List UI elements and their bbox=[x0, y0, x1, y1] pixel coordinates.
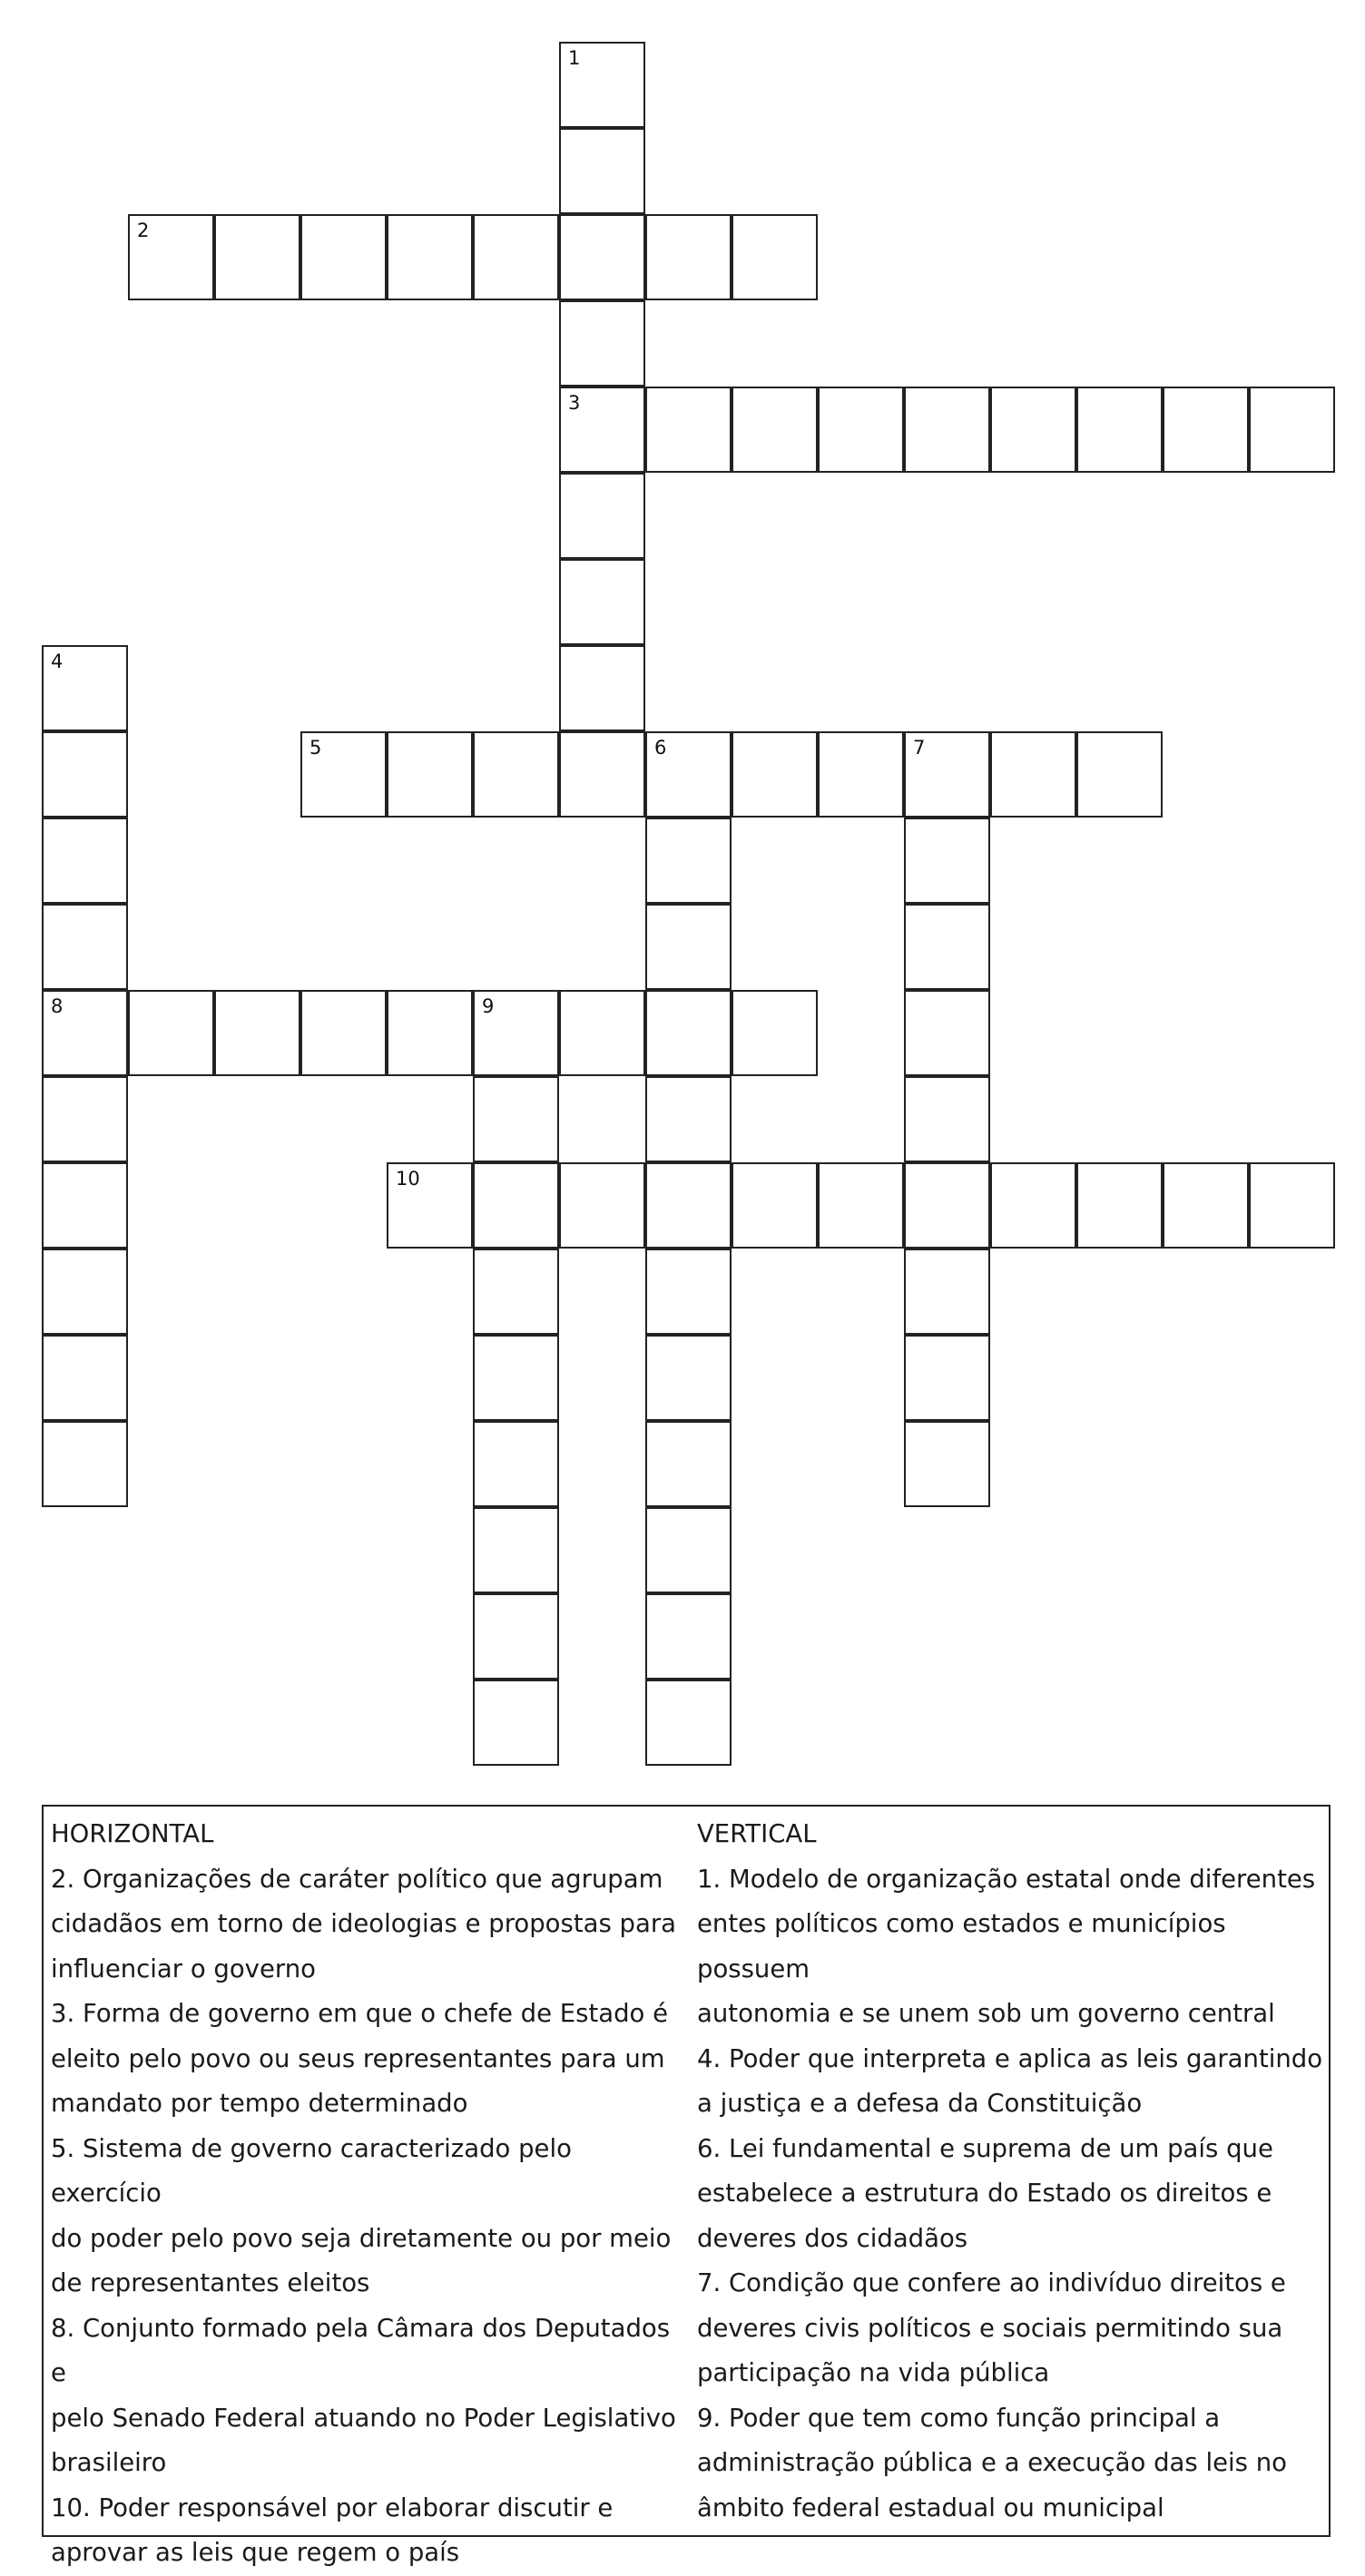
grid-cell[interactable] bbox=[1163, 387, 1249, 473]
vertical-clue-line: deveres dos cidadãos bbox=[697, 2223, 968, 2253]
vertical-clue-line: entes políticos como estados e municípios possuem bbox=[697, 1909, 1226, 1983]
clue-number: 10 bbox=[396, 1168, 420, 1190]
grid-cell[interactable] bbox=[42, 731, 128, 818]
clue-number: 7 bbox=[913, 737, 926, 759]
clue-number: 6 bbox=[654, 737, 667, 759]
horizontal-clue-line: 10. Poder responsável por elaborar discutir e bbox=[51, 2493, 614, 2522]
grid-cell[interactable] bbox=[904, 1076, 990, 1162]
grid-cell[interactable] bbox=[473, 990, 559, 1076]
grid-cell[interactable] bbox=[42, 904, 128, 990]
horizontal-clue-line: 3. Forma de governo em que o chefe de Estado é bbox=[51, 1999, 669, 2028]
vertical-clue-line: 4. Poder que interpreta e aplica as leis garantindo bbox=[697, 2043, 1323, 2073]
grid-cell[interactable] bbox=[214, 214, 300, 300]
grid-cell[interactable] bbox=[1249, 387, 1335, 473]
horizontal-clues bbox=[51, 1812, 686, 2576]
vertical-clue-line: 1. Modelo de organização estatal onde diferentes bbox=[697, 1864, 1316, 1894]
grid-cell[interactable] bbox=[645, 1421, 732, 1507]
grid-cell[interactable] bbox=[645, 1335, 732, 1421]
grid-cell[interactable] bbox=[473, 214, 559, 300]
grid-cell[interactable] bbox=[732, 731, 818, 818]
vertical-clue-line: deveres civis políticos e sociais permitindo sua bbox=[697, 2313, 1283, 2343]
horizontal-clue-line: 5. Sistema de governo caracterizado pelo exercício bbox=[51, 2133, 572, 2208]
grid-cell[interactable] bbox=[473, 1421, 559, 1507]
grid-cell[interactable] bbox=[473, 1335, 559, 1421]
grid-cell[interactable] bbox=[818, 731, 904, 818]
grid-cell[interactable] bbox=[904, 1421, 990, 1507]
grid-cell[interactable] bbox=[128, 214, 214, 300]
grid-cell[interactable] bbox=[559, 473, 645, 559]
grid-cell[interactable] bbox=[473, 1162, 559, 1249]
vertical-heading: VERTICAL bbox=[697, 1819, 817, 1848]
grid-cell[interactable] bbox=[559, 300, 645, 387]
grid-cell[interactable] bbox=[1249, 1162, 1335, 1249]
grid-cell[interactable] bbox=[42, 645, 128, 731]
grid-cell[interactable] bbox=[904, 1335, 990, 1421]
grid-cell[interactable] bbox=[904, 387, 990, 473]
vertical-clue-line: 6. Lei fundamental e suprema de um país que bbox=[697, 2133, 1273, 2163]
grid-cell[interactable] bbox=[559, 731, 645, 818]
horizontal-clue-line: brasileiro bbox=[51, 2448, 167, 2477]
grid-cell[interactable] bbox=[42, 818, 128, 904]
grid-cell[interactable] bbox=[559, 128, 645, 214]
grid-cell[interactable] bbox=[387, 1162, 473, 1249]
grid-cell[interactable] bbox=[904, 1162, 990, 1249]
grid-cell[interactable] bbox=[818, 387, 904, 473]
clue-number: 3 bbox=[568, 392, 581, 414]
grid-cell[interactable] bbox=[300, 214, 387, 300]
horizontal-clue-line: 8. Conjunto formado pela Câmara dos Deputados e bbox=[51, 2313, 671, 2387]
grid-cell[interactable] bbox=[42, 990, 128, 1076]
grid-cell[interactable] bbox=[645, 904, 732, 990]
vertical-clue-line: participação na vida pública bbox=[697, 2358, 1050, 2387]
grid-cell[interactable] bbox=[904, 904, 990, 990]
grid-cell[interactable] bbox=[732, 387, 818, 473]
grid-cell[interactable] bbox=[990, 1162, 1076, 1249]
grid-cell[interactable] bbox=[818, 1162, 904, 1249]
grid-cell[interactable] bbox=[559, 387, 645, 473]
grid-cell[interactable] bbox=[387, 731, 473, 818]
grid-cell[interactable] bbox=[559, 214, 645, 300]
grid-cell[interactable] bbox=[904, 731, 990, 818]
grid-cell[interactable] bbox=[42, 1076, 128, 1162]
grid-cell[interactable] bbox=[387, 214, 473, 300]
clue-number: 9 bbox=[482, 995, 495, 1017]
clues-box bbox=[42, 1805, 1331, 2567]
grid-cell[interactable] bbox=[387, 990, 473, 1076]
vertical-clue-line: âmbito federal estadual ou municipal bbox=[697, 2493, 1164, 2522]
grid-cell[interactable] bbox=[1163, 1162, 1249, 1249]
horizontal-clue-line: 2. Organizações de caráter político que agrupam bbox=[51, 1864, 663, 1894]
horizontal-clue-line: cidadãos em torno de ideologias e propostas para bbox=[51, 1909, 677, 1938]
clue-number: 2 bbox=[137, 220, 150, 241]
clue-number: 8 bbox=[51, 995, 64, 1017]
horizontal-clue-line: de representantes eleitos bbox=[51, 2268, 370, 2297]
vertical-clue-line: 9. Poder que tem como função principal a bbox=[697, 2403, 1221, 2433]
grid-cell[interactable] bbox=[904, 818, 990, 904]
grid-cell[interactable] bbox=[42, 1421, 128, 1507]
grid-cell[interactable] bbox=[645, 731, 732, 818]
grid-cell[interactable] bbox=[559, 42, 645, 128]
vertical-clue-line: autonomia e se unem sob um governo central bbox=[697, 1999, 1275, 2028]
grid-cell[interactable] bbox=[473, 1076, 559, 1162]
grid-cell[interactable] bbox=[645, 387, 732, 473]
grid-cell[interactable] bbox=[645, 990, 732, 1076]
grid-cell[interactable] bbox=[904, 1249, 990, 1335]
vertical-clue-line: 7. Condição que confere ao indivíduo direitos e bbox=[697, 2268, 1286, 2297]
grid-cell[interactable] bbox=[559, 990, 645, 1076]
clue-number: 1 bbox=[568, 47, 581, 69]
grid-cell[interactable] bbox=[1076, 731, 1163, 818]
grid-cell[interactable] bbox=[300, 990, 387, 1076]
grid-cell[interactable] bbox=[473, 1593, 559, 1680]
grid-cell[interactable] bbox=[645, 1162, 732, 1249]
grid-cell[interactable] bbox=[559, 559, 645, 645]
vertical-clue-line: a justiça e a defesa da Constituição bbox=[697, 2089, 1143, 2118]
grid-cell[interactable] bbox=[128, 990, 214, 1076]
grid-cell[interactable] bbox=[645, 1249, 732, 1335]
horizontal-clue-line: eleito pelo povo ou seus representantes para um bbox=[51, 2043, 665, 2073]
vertical-clue-line: administração pública e a execução das leis no bbox=[697, 2448, 1287, 2477]
grid-cell[interactable] bbox=[300, 731, 387, 818]
horizontal-clue-line: pelo Senado Federal atuando no Poder Legislativo bbox=[51, 2403, 676, 2433]
grid-cell[interactable] bbox=[42, 1249, 128, 1335]
vertical-clue-line: estabelece a estrutura do Estado os direitos e bbox=[697, 2179, 1272, 2208]
grid-cell[interactable] bbox=[990, 387, 1076, 473]
grid-cell[interactable] bbox=[473, 1249, 559, 1335]
grid-cell[interactable] bbox=[645, 1593, 732, 1680]
horizontal-clue-line: mandato por tempo determinado bbox=[51, 2089, 468, 2118]
horizontal-clue-line: do poder pelo povo seja diretamente ou por meio bbox=[51, 2223, 672, 2253]
grid-cell[interactable] bbox=[1076, 387, 1163, 473]
grid-cell[interactable] bbox=[42, 1162, 128, 1249]
clue-number: 4 bbox=[51, 651, 64, 672]
grid-cell[interactable] bbox=[645, 818, 732, 904]
grid-cell[interactable] bbox=[732, 1162, 818, 1249]
grid-cell[interactable] bbox=[559, 645, 645, 731]
grid-cell[interactable] bbox=[42, 1335, 128, 1421]
grid-cell[interactable] bbox=[732, 214, 818, 300]
horizontal-clue-line: aprovar as leis que regem o país bbox=[51, 2538, 460, 2567]
grid-cell[interactable] bbox=[645, 1507, 732, 1593]
vertical-clues bbox=[697, 1812, 1325, 2531]
grid-cell[interactable] bbox=[559, 1162, 645, 1249]
grid-cell[interactable] bbox=[473, 1680, 559, 1766]
grid-cell[interactable] bbox=[214, 990, 300, 1076]
grid-cell[interactable] bbox=[645, 1680, 732, 1766]
grid-cell[interactable] bbox=[904, 990, 990, 1076]
grid-cell[interactable] bbox=[990, 731, 1076, 818]
grid-cell[interactable] bbox=[473, 731, 559, 818]
grid-cell[interactable] bbox=[645, 1076, 732, 1162]
grid-cell[interactable] bbox=[732, 990, 818, 1076]
clue-number: 5 bbox=[309, 737, 322, 759]
grid-cell[interactable] bbox=[645, 214, 732, 300]
horizontal-clue-line: influenciar o governo bbox=[51, 1954, 316, 1983]
horizontal-heading: HORIZONTAL bbox=[51, 1819, 214, 1848]
grid-cell[interactable] bbox=[473, 1507, 559, 1593]
grid-cell[interactable] bbox=[1076, 1162, 1163, 1249]
